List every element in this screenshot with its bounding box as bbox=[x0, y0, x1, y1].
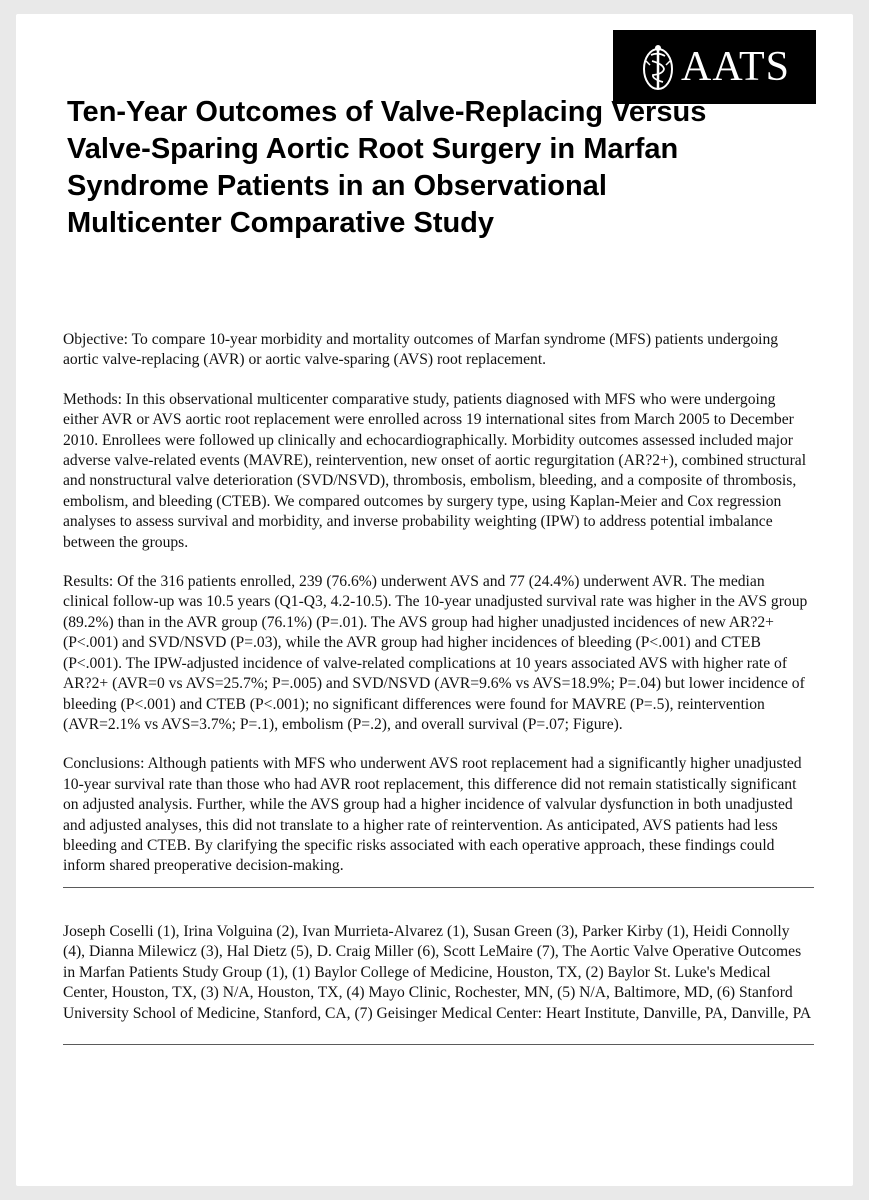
results-paragraph: Results: Of the 316 patients enrolled, 239 (76.6%) underwent AVS and 77 (24.4%) underwent AVR. The median clinical follow-up was 10.5 years (Q1-Q3, 4.2-10.5). The 10-year unadjusted survival rate was higher in the AVS group (89.2%) than in the AVR group (76.1%) (P=.01). The AVS group had higher unadjusted incidences of new AR?2+ (P<.001) and SVD/NSVD (P=.03), while the AVR group had higher incidences of bleeding (P<.001) and CTEB (P<.001). The IPW-adjusted incidence of valve-related complications at 10 years associated AVS with higher rate of AR?2+ (AVR=0 vs AVS=25.7%; P=.005) and SVD/NSVD (AVR=9.6% vs AVS=18.9%; P=.04) but lower incidence of bleeding (P<.001) and CTEB (P<.001); no significant differences were found for MAVRE (P=.5), reintervention (AVR=2.1% vs AVS=3.7%; P=.1), embolism (P=.2), and overall survival (P=.07; Figure). bbox=[63, 573, 808, 733]
authors-paragraph: Joseph Coselli (1), Irina Volguina (2), Ivan Murrieta-Alvarez (1), Susan Green (3), Parker Kirby (1), Heidi Connolly (4), Dianna Milewicz (3), Hal Dietz (5), D. Craig Miller (6), Scott LeMaire (7), The Aortic Valve Operative Outcomes in Marfan Patients Study Group (1), (1) Baylor College of Medicine, Houston, TX, (2) Baylor St. Luke's Medical Center, Houston, TX, (3) N/A, Houston, TX, (4) Mayo Clinic, Rochester, MN, (5) N/A, Baltimore, MD, (6) Stanford University School of Medicine, Stanford, CA, (7) Geisinger Medical Center: Heart Institute, Danville, PA, Danville, PA bbox=[63, 923, 812, 1022]
divider-bottom bbox=[63, 1044, 814, 1045]
paper-title: Ten-Year Outcomes of Valve-Replacing Versus Valve-Sparing Aortic Root Surgery in Marfan Syndrome Patients in an Observational Multicenter Comparative Study bbox=[67, 96, 707, 239]
caduceus-emblem-icon bbox=[639, 41, 677, 93]
document-page bbox=[16, 14, 853, 1186]
divider-top bbox=[63, 887, 814, 888]
logo-text: AATS bbox=[680, 44, 791, 90]
objective-paragraph: Objective: To compare 10-year morbidity and mortality outcomes of Marfan syndrome (MFS) patients undergoing aortic valve-replacing (AVR) or aortic valve-sparing (AVS) root replacement. bbox=[63, 331, 779, 369]
conclusions-paragraph: Conclusions: Although patients with MFS who underwent AVS root replacement had a significantly higher unadjusted 10-year survival rate than those who had AVR root replacement, this difference did not remain statistically significant on adjusted analysis. Further, while the AVS group had a higher incidence of valvular dysfunction in both unadjusted and adjusted analyses, this did not translate to a higher rate of reintervention. As anticipated, AVS patients had less bleeding and CTEB. By clarifying the specific risks associated with each operative approach, these findings could inform shared preoperative decision-making. bbox=[63, 755, 802, 875]
methods-paragraph: Methods: In this observational multicenter comparative study, patients diagnosed with MFS who were undergoing either AVR or AVS aortic root replacement were enrolled across 19 international sites from March 2005 to December 2010. Enrollees were followed up clinically and echocardiographically. Morbidity outcomes assessed included major adverse valve-related events (MAVRE), reintervention, new onset of aortic regurgitation (AR?2+), combined structural and nonstructural valve deterioration (SVD/NSVD), thrombosis, embolism, bleeding, and a composite of thrombosis, embolism, and bleeding (CTEB). We compared outcomes by surgery type, using Kaplan-Meier and Cox regression analyses to assess survival and morbidity, and inverse probability weighting (IPW) to address potential imbalance between the groups. bbox=[63, 390, 807, 551]
authors-affiliations bbox=[63, 922, 813, 1043]
aats-logo bbox=[613, 30, 816, 104]
abstract bbox=[63, 330, 813, 896]
